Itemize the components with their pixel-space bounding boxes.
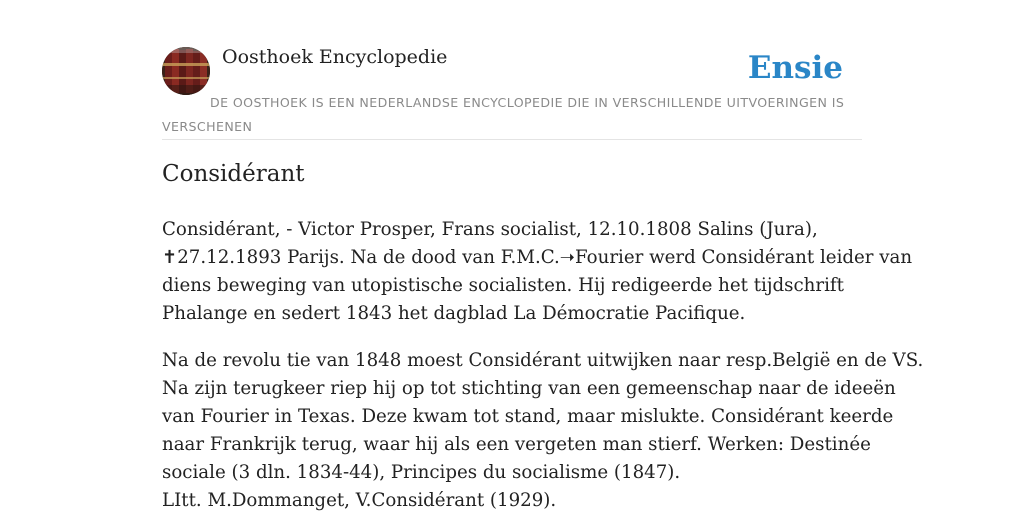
article-body <box>162 216 924 512</box>
paragraph-line: LItt. M.Dommanget, V.Considérant (1929). <box>162 490 557 511</box>
site-description: DE OOSTHOEK IS EEN NEDERLANDSE ENCYCLOPEDIE DIE IN VERSCHILLENDE UITVOERINGEN IS VERSCHENEN <box>162 95 845 134</box>
paragraph-line: Na zijn terugkeer riep hij op tot stichting van een gemeenschap naar de ideeën <box>162 378 896 399</box>
header-divider <box>162 139 862 140</box>
article-paragraph <box>162 347 924 512</box>
book-spines-icon <box>162 47 210 95</box>
site-avatar[interactable] <box>162 47 210 95</box>
article-paragraph <box>162 216 913 328</box>
paragraph-line: van Fourier in Texas. Deze kwam tot stand, maar mislukte. Considérant keerde <box>162 406 894 427</box>
paragraph-line: Phalange en sedert 1843 het dagblad La Démocratie Pacifique. <box>162 303 746 324</box>
paragraph-line: diens beweging van utopistische socialisten. Hij redigeerde het tijdschrift <box>162 275 844 296</box>
paragraph-line: Considérant, - Victor Prosper, Frans socialist, 12.10.1808 Salins (Jura), <box>162 219 818 240</box>
paragraph-line: Na de revolu tie van 1848 moest Considérant uitwijken naar resp.België en de VS. <box>162 350 924 371</box>
paragraph-line: sociale (3 dln. 1834-44), Principes du socialisme (1847). <box>162 462 681 483</box>
page-container <box>162 0 924 512</box>
paragraph-line: naar Frankrijk terug, waar hij als een vergeten man stierf. Werken: Destinée <box>162 434 871 455</box>
brand-logo-link[interactable]: Ensie <box>747 50 843 86</box>
paragraph-line: ✝27.12.1893 Parijs. Na de dood van F.M.C.➝Fourier werd Considérant leider van <box>162 247 913 268</box>
site-name-link[interactable]: Oosthoek Encyclopedie <box>222 46 448 68</box>
article-title: Considérant <box>162 161 305 187</box>
